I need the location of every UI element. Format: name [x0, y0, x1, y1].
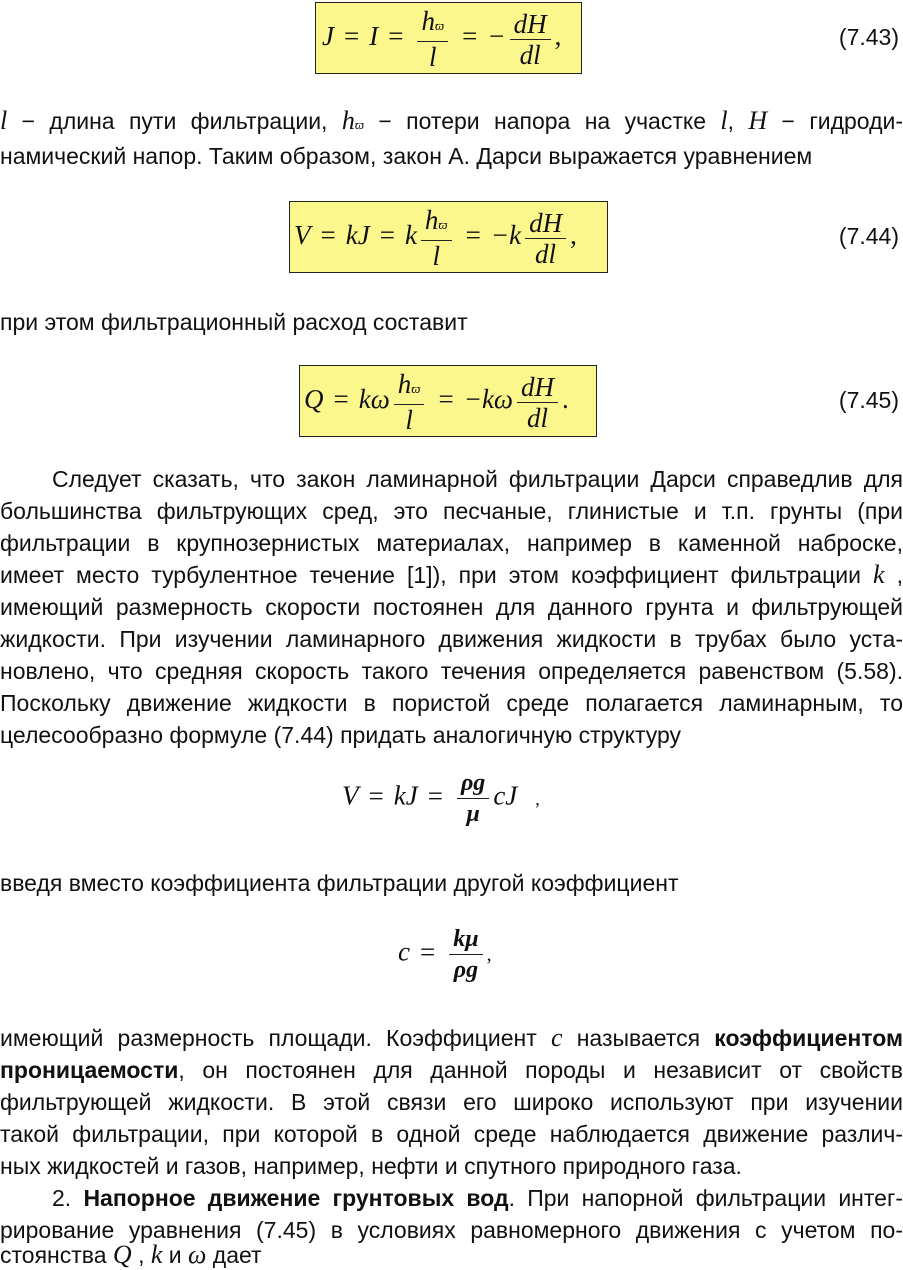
paragraph-line: большинства фильтрующих сред, это песчаные, глинистые и т.п. грунты (при	[0, 498, 903, 524]
paragraph-line: фильтрации в крупнозернистых материалах, например в каменной наброске,	[0, 530, 903, 556]
paragraph-line: рирование уравнения (7.45) в условиях равномерного движения с учетом по-	[0, 1217, 903, 1243]
paragraph-line: 2. Напорное движение грунтовых вод. При напорной фильтрации интег-	[52, 1185, 903, 1211]
paragraph-line: такой фильтрации, при которой в одной среде наблюдается движение различ-	[0, 1121, 903, 1147]
paragraph-line: имеющий размерность площади. Коэффициент c называется коэффициентом	[0, 1023, 903, 1052]
paragraph-line: проницаемости, он постоянен для данной породы и независит от свойств	[0, 1057, 903, 1083]
equation-number-7-43: (7.43)	[838, 24, 899, 50]
paragraph-line: стоянства Q , k и ω дает	[0, 1240, 262, 1269]
equation-7-45: Q = kω $\frac{hϖ}{l}$ = −kω $\frac{dH}{dl}$ .	[304, 369, 569, 435]
paragraph-line: имеющий размерность скорости постоянен для данного грунта и фильтрующей	[0, 594, 903, 620]
paragraph-line: фильтрующей жидкости. В этой связи его широко используют при изучении	[0, 1089, 903, 1115]
equation-number-7-44: (7.44)	[838, 223, 899, 249]
equation-7-43: J = I = $\frac{hϖ}{l}$ = − $\frac{dH}{dl}$ ,	[322, 6, 562, 72]
paragraph-line: при этом фильтрационный расход составит	[0, 309, 468, 335]
equation-v-kj: V = kJ = $\frac{\rho g}{\mu}$ cJ ,	[342, 770, 540, 827]
paragraph-line: имеет место турбулентное течение [1]), при этом коэффициент фильтрации k ,	[0, 560, 903, 589]
equation-number-7-45: (7.45)	[838, 387, 899, 413]
paragraph-line: Поскольку движение жидкости в пористой среде полагается ламинарным, то	[0, 690, 903, 716]
paragraph-line: введя вместо коэффициента фильтрации другой коэффициент	[0, 870, 679, 896]
paragraph-line: Следует сказать, что закон ламинарной фильтрации Дарси справедлив для	[52, 466, 903, 492]
paragraph-line: намический напор. Таким образом, закон А. Дарси выражается уравнением	[0, 143, 813, 169]
paragraph-line: новлено, что средняя скорость такого течения определяется равенством (5.58).	[0, 658, 903, 684]
paragraph-line: l − длина пути фильтрации, hϖ − потери напора на участке l, H − гидроди-	[0, 106, 903, 135]
equation-c: c = $\frac{k\mu}{\rho g}$ ,	[398, 926, 492, 983]
paragraph-line: жидкости. При изучении ламинарного движения жидкости в трубах было уста-	[0, 626, 903, 652]
paragraph-line: целесообразно формуле (7.44) придать аналогичную структуру	[0, 722, 682, 748]
paragraph-line: ных жидкостей и газов, например, нефти и спутного природного газа.	[0, 1153, 742, 1179]
equation-7-44: V = kJ = k $\frac{hϖ}{l}$ = −k $\frac{dH}{dl}$ ,	[294, 205, 577, 271]
